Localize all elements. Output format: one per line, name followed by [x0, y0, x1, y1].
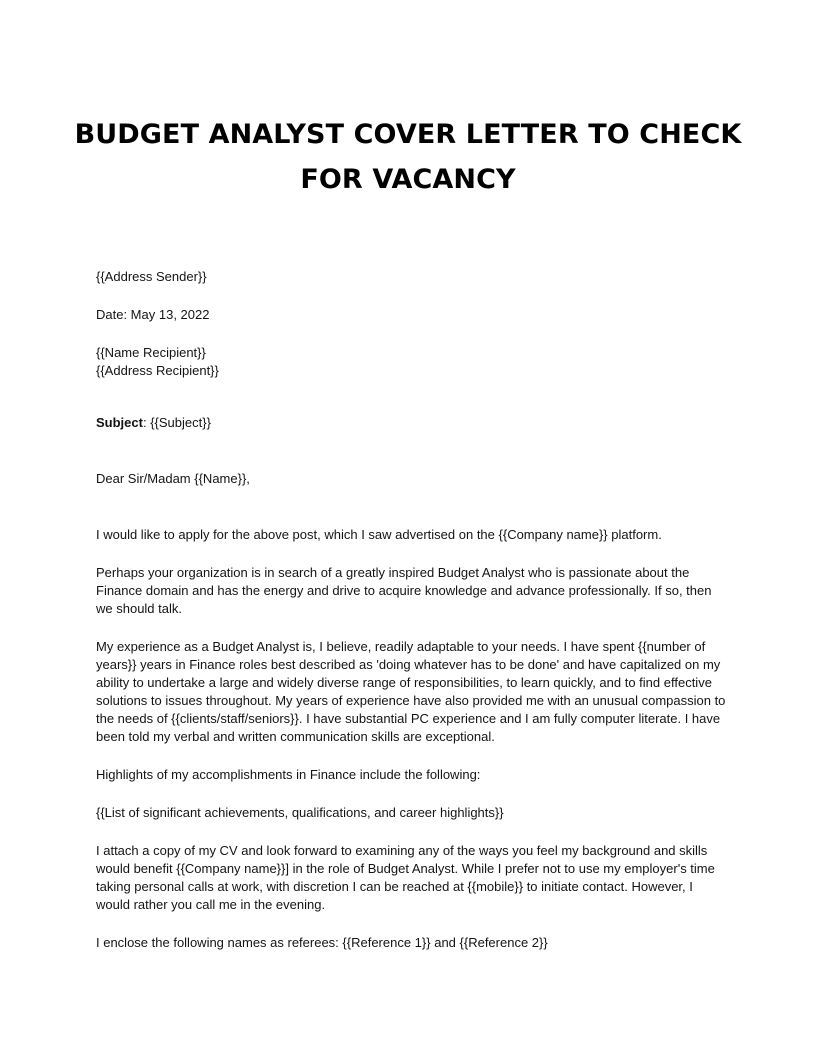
paragraph-experience: My experience as a Budget Analyst is, I believe, readily adaptable to your needs. I have spent {{number of years}} years in Finance roles best described as 'doing whatever has to be done' and have capitalized on my ability to undertake a large and widely diverse range of responsibilities, to learn quickly, and to find effective solutions to issues throughout. My years of experience have also provided me with an unusual compassion to the needs of {{clients/staff/seniors}}. I have substantial PC experience and I am fully computer literate. I have been told my verbal and written communication skills are exceptional.: [96, 639, 726, 744]
paragraph-intro: I would like to apply for the above post, which I saw advertised on the {{Company name}} platform.: [96, 527, 662, 542]
subject-label: Subject: [96, 415, 143, 430]
letter-date: Date: May 13, 2022: [96, 307, 210, 322]
name-recipient: {{Name Recipient}}: [96, 345, 206, 360]
document-title: BUDGET ANALYST COVER LETTER TO CHECK FOR VACANCY: [74, 119, 742, 195]
subject-line: [96, 414, 726, 432]
address-sender: {{Address Sender}}: [96, 269, 207, 284]
address-recipient: {{Address Recipient}}: [96, 363, 219, 378]
paragraph-referees: I enclose the following names as referees: {{Reference 1}} and {{Reference 2}}: [96, 935, 548, 950]
letter-body: [96, 268, 726, 952]
paragraph-highlights-intro: Highlights of my accomplishments in Finance include the following:: [96, 767, 481, 782]
paragraph-motivation: Perhaps your organization is in search of a greatly inspired Budget Analyst who is passionate about the Finance domain and has the energy and drive to acquire knowledge and advance professionally. If so, then we should talk.: [96, 565, 712, 616]
salutation: Dear Sir/Madam {{Name}},: [96, 471, 250, 486]
paragraph-achievements: {{List of significant achievements, qualifications, and career highlights}}: [96, 805, 504, 820]
subject-value: : {{Subject}}: [142, 415, 211, 430]
paragraph-cv: I attach a copy of my CV and look forward to examining any of the ways you feel my background and skills would benefit {{Company name}}] in the role of Budget Analyst. While I prefer not to use my employer's time taking personal calls at work, with discretion I can be reached at {{mobile}} to initiate contact. However, I would rather you call me in the evening.: [96, 843, 715, 912]
